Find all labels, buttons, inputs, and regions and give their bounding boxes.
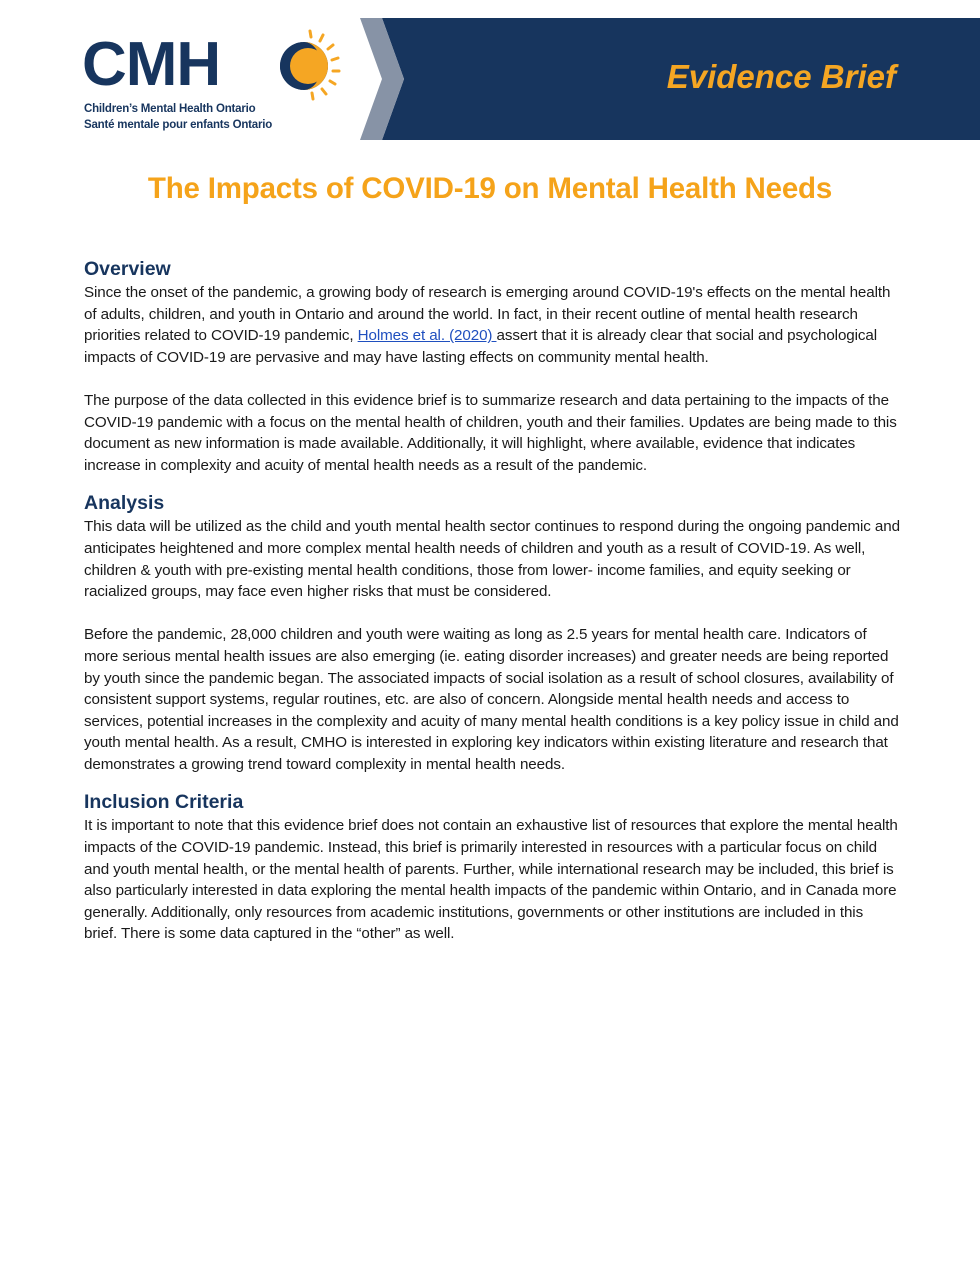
header xyxy=(0,0,980,150)
holmes-citation-link[interactable]: Holmes et al. (2020) xyxy=(357,327,497,345)
section-heading-overview: Overview xyxy=(84,258,171,280)
overview-paragraph-2: The purpose of the data collected in this evidence brief is to summarize research and data pertaining to the impacts of the COVID-19 pandemic with a focus on the mental health of children, youth and their families. Updates are being made to this document as new information is made available. Additionally, it will highlight, where available, evidence that indicates increase in complexity and acuity of mental health needs as a result of the pandemic. xyxy=(84,391,897,474)
analysis-paragraph-1: This data will be utilized as the child and youth mental health sector continues to respond during the ongoing pandemic and anticipates heightened and more complex mental health needs of children and youth as a result of COVID-19. As well, children & youth with pre-existing mental health conditions, those from lower- income families, and equity seeking or racialized groups, may face even higher risks that must be considered. xyxy=(84,518,900,601)
section-heading-inclusion-criteria: Inclusion Criteria xyxy=(84,791,244,814)
page-title: The Impacts of COVID-19 on Mental Health Needs xyxy=(147,172,833,205)
section-heading-analysis: Analysis xyxy=(84,492,165,515)
analysis-paragraph-2: Before the pandemic, 28,000 children and youth were waiting as long as 2.5 years for mental health care. Indicators of more serious mental health issues are also emerging (ie. eating disorder increases) and greater needs are being reported by youth since the pandemic began. The associated impacts of social isolation as a result of school closures, availability of consistent support systems, regular routines, etc. are also of concern. Alongside mental health needs and access to services, potential increases in the complexity and acuity of many mental health conditions is a key policy issue in child and youth mental health. As a result, CMHO is interested in exploring key indicators within existing literature and research that demonstrates a growing trend toward complexity in mental health needs. xyxy=(84,626,899,773)
overview-text-end: assert that it is already clear that social and psychological impacts of COVID-19 are pervasive and may have lasting effects on community mental health. xyxy=(84,327,878,366)
document-body xyxy=(84,256,900,945)
banner-title: Evidence Brief xyxy=(666,58,896,95)
sun-moon-icon xyxy=(268,26,344,102)
logo-subtitle-en: Children’s Mental Health Ontario xyxy=(84,103,256,115)
overview-text-start: Since the onset of the pandemic, a growing body of research is emerging around COVID-19's effects on the mental health of adults, children, and youth in Ontario and around the world. In fact, in their recent outline of mental health research priorities related to COVID-19 pandemic, xyxy=(84,284,891,345)
logo-subtitle-fr: Santé mentale pour enfants Ontario xyxy=(84,119,273,131)
logo-letters: CMH xyxy=(82,30,221,99)
cmho-logo[interactable] xyxy=(82,26,352,141)
inclusion-paragraph-1: It is important to note that this evidence brief does not contain an exhaustive list of resources that explore the mental health impacts of the COVID-19 pandemic. Instead, this brief is primarily interested in resources with a particular focus on child and youth mental health, or the mental health of parents. Further, while international research may be included, this brief is also particularly interested in data exploring the mental health impacts of the pandemic within Ontario, and in Canada more generally. Additionally, only resources from academic institutions, governments or other institutions are included in this brief. There is some data captured in the “other” as well. xyxy=(84,817,898,943)
overview-paragraph-1 xyxy=(84,282,900,368)
